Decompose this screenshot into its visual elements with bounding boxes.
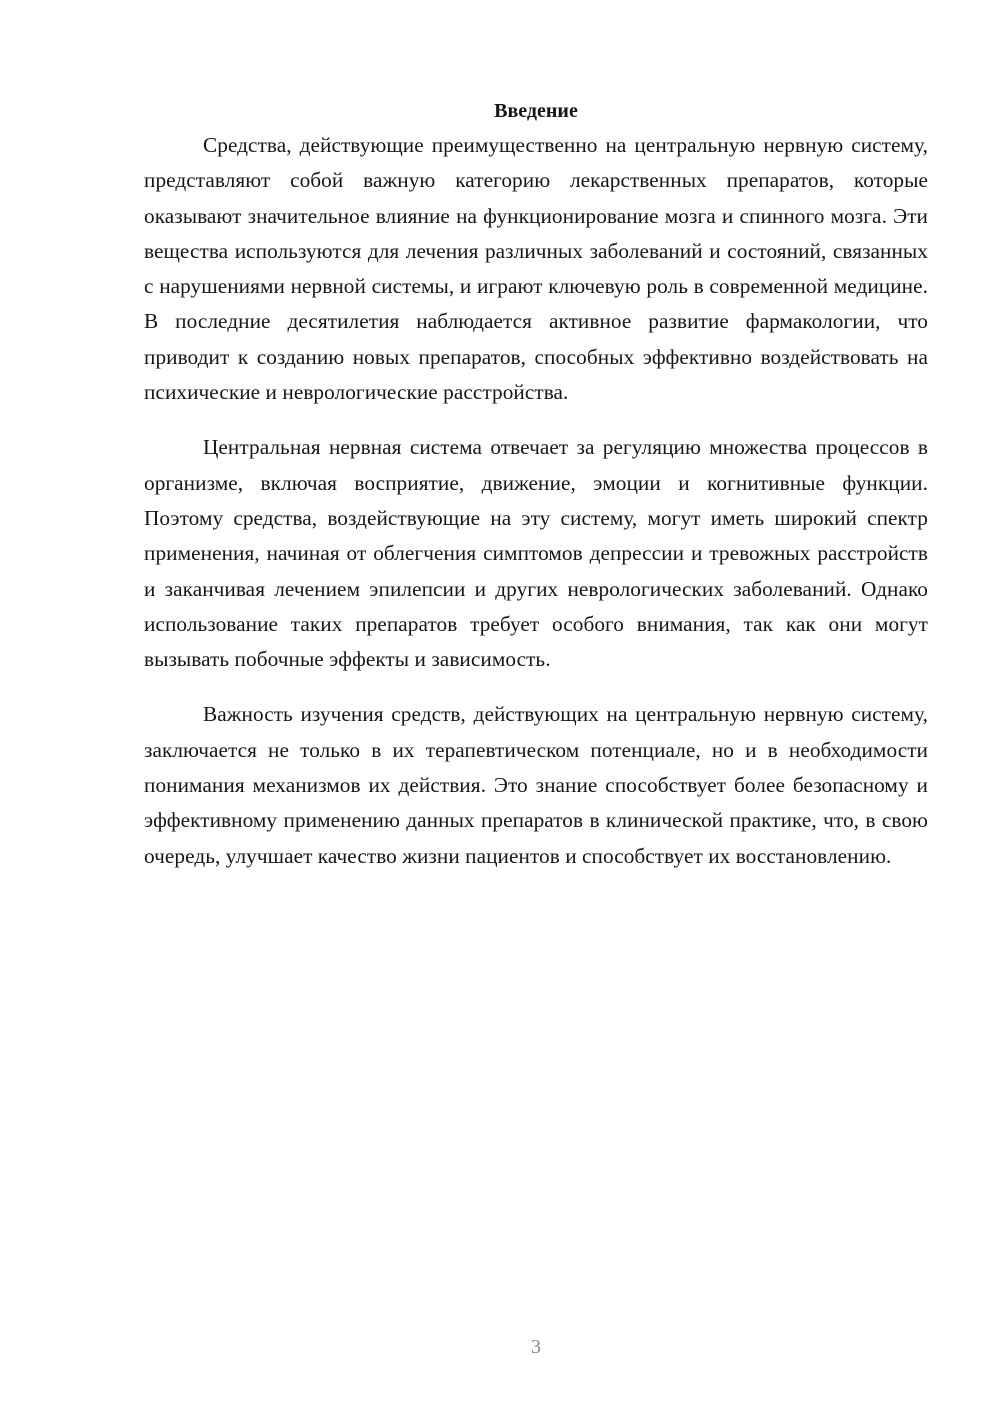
page-content	[144, 96, 928, 894]
page-number: 3	[531, 1336, 541, 1358]
paragraph-2: Центральная нервная система отвечает за регуляцию множества процессов в организме, включая восприятие, движение, эмоции и когнитивные функции. Поэтому средства, воздействующие на эту систему, могут иметь широкий спектр применения, начиная от облегчения симптомов депрессии и тревожных расстройств и заканчивая лечением эпилепсии и других неврологических заболеваний. Однако использование таких препаратов требует особого внимания, так как они могут вызывать побочные эффекты и зависимость.	[144, 435, 928, 672]
section-title: Введение	[494, 100, 578, 122]
paragraph-3: Важность изучения средств, действующих на центральную нервную систему, заключается не только в их терапевтическом потенциале, но и в необходимости понимания механизмов их действия. Это знание способствует более безопасному и эффективному применению данных препаратов в клинической практике, что, в свою очередь, улучшает качество жизни пациентов и способствует их восстановлению.	[144, 702, 928, 868]
paragraph-1: Средства, действующие преимущественно на центральную нервную систему, представляют собой важную категорию лекарственных препаратов, которые оказывают значительное влияние на функционирование мозга и спинного мозга. Эти вещества используются для лечения различных заболеваний и состояний, связанных с нарушениями нервной системы, и играют ключевую роль в современной медицине. В последние десятилетия наблюдается активное развитие фармакологии, что приводит к созданию новых препаратов, способных эффективно воздействовать на психические и неврологические расстройства.	[144, 133, 928, 405]
